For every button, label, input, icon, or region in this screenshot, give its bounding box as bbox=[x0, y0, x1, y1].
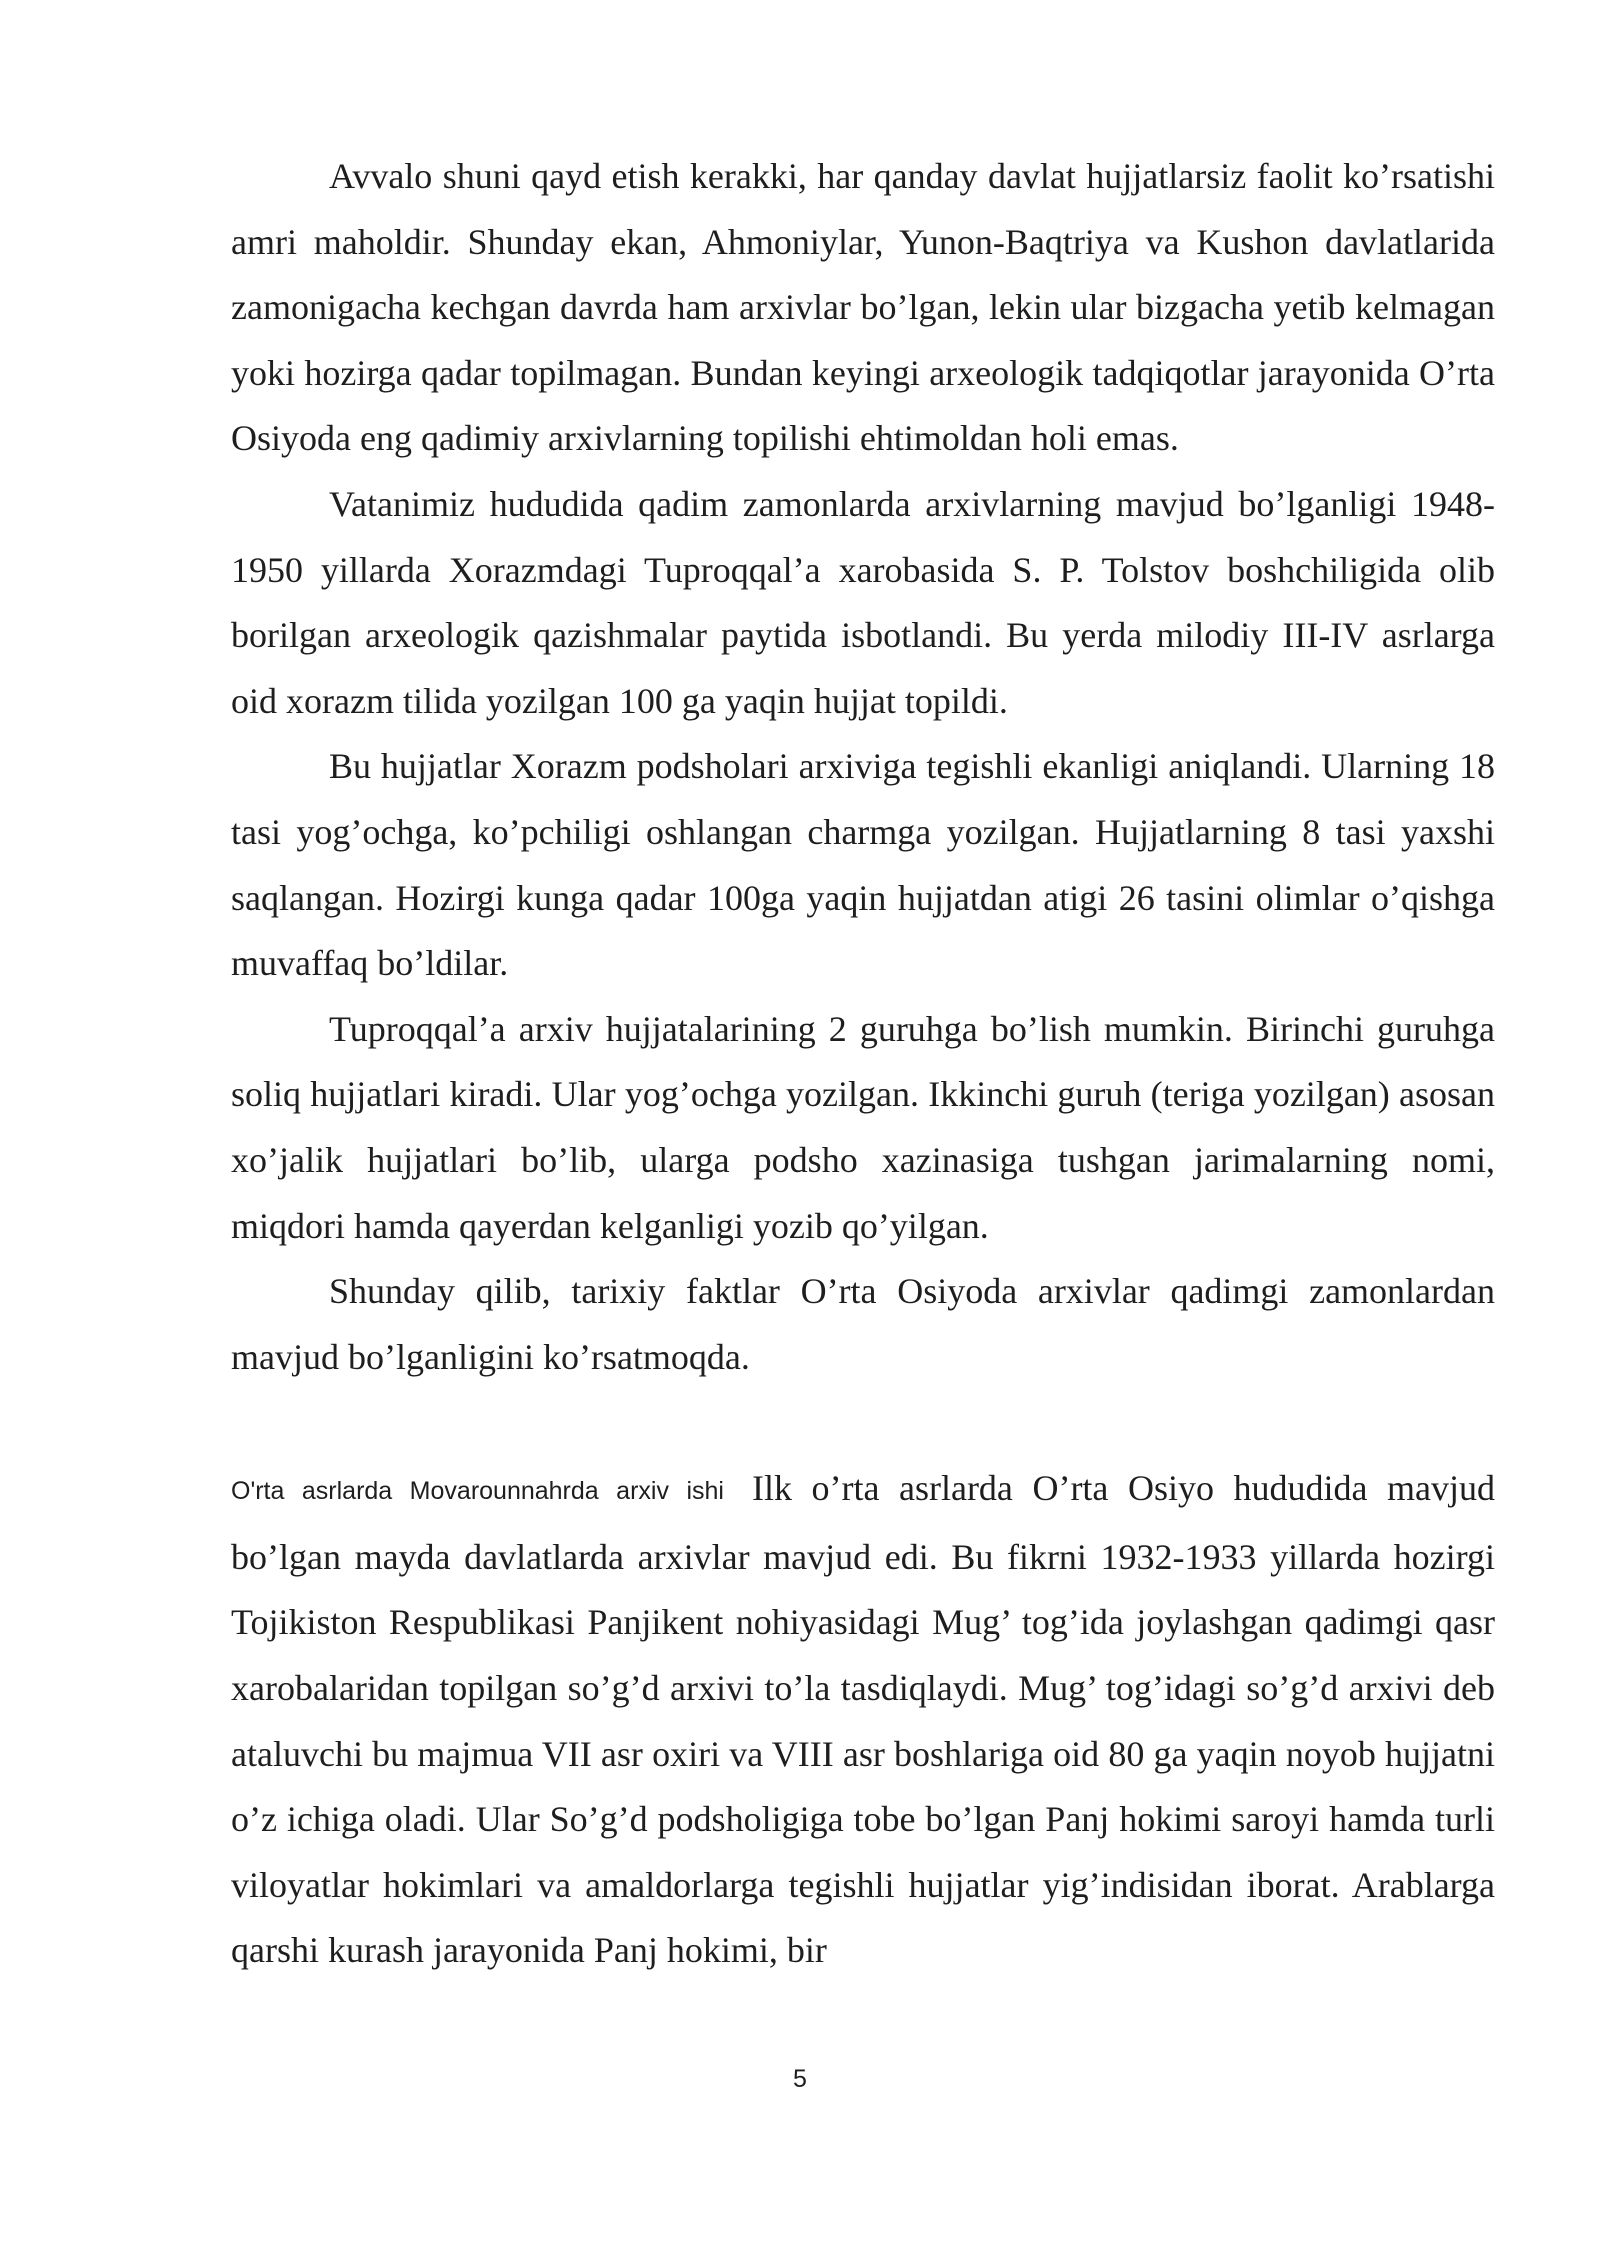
paragraph-1: Avvalo shuni qayd etish kerakki, har qanday davlat hujjatlarsiz faolit ko’rsatishi amri maholdir. Shunday ekan, Ahmoniylar, Yunon-Baqtriya va Kushon davlatlarida zamonigacha kechgan davrda ham arxivlar bo’lgan, lekin ular bizgacha yetib kelmagan yoki hozirga qadar topilmagan. Bundan keyingi arxeologik tadqiqotlar jarayonida O’rta Osiyoda eng qadimiy arxivlarning topilishi ehtimoldan holi emas. bbox=[231, 156, 1495, 459]
body-text bbox=[231, 144, 1495, 1984]
section-text: Ilk o’rta asrlarda O’rta Osiyo hududida mavjud bo’lgan mayda davlatlarda arxivlar mavjud edi. Bu fikrni 1932-1933 yillarda hozirgi Tojikiston Respublikasi Panjikent nohiyasidagi Mug’ tog’ida joylashgan qadimgi qasr xarobalaridan topilgan so’g’d arxivi to’la tasdiqlaydi. Mug’ tog’idagi so’g’d arxivi deb ataluvchi bu majmua VII asr oxiri va VIII asr boshlariga oid 80 ga yaqin noyob hujjatni o’z ichiga oladi. Ular So’g’d podsholigiga tobe bo’lgan Panj hokimi saroyi hamda turli viloyatlar hokimlari va amaldorlarga tegishli hujjatlar yig’indisidan iborat. Arablarga qarshi kurash jarayonida Panj hokimi, bir bbox=[231, 1468, 1495, 1971]
page-number: 5 bbox=[793, 2065, 807, 2093]
section-paragraph bbox=[231, 1456, 1495, 1984]
section-heading: O'rta asrlarda Movarounnahrda arxiv ishi bbox=[231, 1477, 724, 1506]
paragraph-3: Bu hujjatlar Xorazm podsholari arxiviga tegishli ekanligi aniqlandi. Ularning 18 tasi yog’ochga, ko’pchiligi oshlangan charmga yozilgan. Hujjatlarning 8 tasi yaxshi saqlangan. Hozirgi kunga qadar 100ga yaqin hujjatdan atigi 26 tasini olimlar o’qishga muvaffaq bo’ldilar. bbox=[231, 746, 1495, 984]
paragraph-2: Vatanimiz hududida qadim zamonlarda arxivlarning mavjud bo’lganligi 1948-1950 yillarda Xorazmdagi Tuproqqal’a xarobasida S. P. Tolstov boshchiligida olib borilgan arxeologik qazishmalar paytida isbotlandi. Bu yerda milodiy III-IV asrlarga oid xorazm tilida yozilgan 100 ga yaqin hujjat topildi. bbox=[231, 483, 1495, 721]
paragraph-5: Shunday qilib, tarixiy faktlar O’rta Osiyoda arxivlar qadimgi zamonlardan mavjud bo’lganligini ko’rsatmoqda. bbox=[231, 1271, 1495, 1377]
paragraph-4: Tuproqqal’a arxiv hujjatalarining 2 guruhga bo’lish mumkin. Birinchi guruhga soliq hujjatlari kiradi. Ular yog’ochga yozilgan. Ikkinchi guruh (teriga yozilgan) asosan xo’jalik hujjatlari bo’lib, ularga podsho xazinasiga tushgan jarimalarning nomi, miqdori hamda qayerdan kelganligi yozib qo’yilgan. bbox=[231, 1008, 1495, 1246]
